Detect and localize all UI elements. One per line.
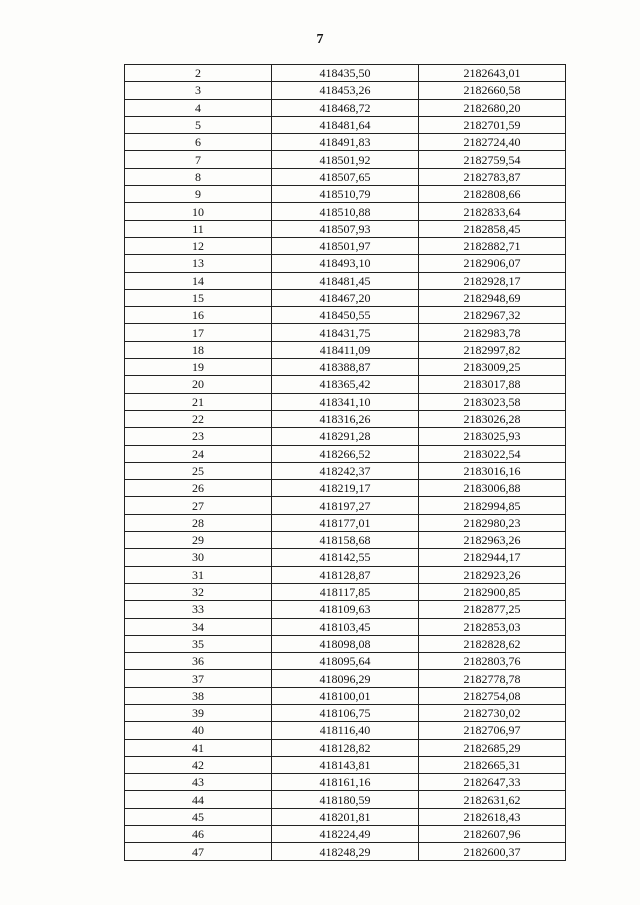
point-number-cell: 45 [125, 808, 272, 825]
point-number-cell: 22 [125, 410, 272, 427]
y-coordinate-cell: 2182808,66 [419, 186, 566, 203]
y-coordinate-cell: 2183009,25 [419, 359, 566, 376]
x-coordinate-cell: 418411,09 [272, 341, 419, 358]
x-coordinate-cell: 418316,26 [272, 410, 419, 427]
x-coordinate-cell: 418242,37 [272, 462, 419, 479]
point-number-cell: 36 [125, 653, 272, 670]
table-row [125, 410, 566, 427]
x-coordinate-cell: 418510,88 [272, 203, 419, 220]
y-coordinate-cell: 2182685,29 [419, 739, 566, 756]
table-row [125, 756, 566, 773]
point-number-cell: 24 [125, 445, 272, 462]
point-number-cell: 41 [125, 739, 272, 756]
x-coordinate-cell: 418095,64 [272, 653, 419, 670]
point-number-cell: 37 [125, 670, 272, 687]
x-coordinate-cell: 418180,59 [272, 791, 419, 808]
y-coordinate-cell: 2182607,96 [419, 826, 566, 843]
y-coordinate-cell: 2183022,54 [419, 445, 566, 462]
x-coordinate-cell: 418450,55 [272, 307, 419, 324]
y-coordinate-cell: 2183023,58 [419, 393, 566, 410]
x-coordinate-cell: 418435,50 [272, 65, 419, 82]
x-coordinate-cell: 418106,75 [272, 704, 419, 721]
x-coordinate-cell: 418177,01 [272, 514, 419, 531]
table-row [125, 826, 566, 843]
x-coordinate-cell: 418142,55 [272, 549, 419, 566]
table-row [125, 739, 566, 756]
point-number-cell: 46 [125, 826, 272, 843]
point-number-cell: 15 [125, 289, 272, 306]
x-coordinate-cell: 418224,49 [272, 826, 419, 843]
point-number-cell: 40 [125, 722, 272, 739]
point-number-cell: 31 [125, 566, 272, 583]
coordinates-table-body [125, 65, 566, 861]
x-coordinate-cell: 418128,87 [272, 566, 419, 583]
y-coordinate-cell: 2182983,78 [419, 324, 566, 341]
table-row [125, 618, 566, 635]
y-coordinate-cell: 2182680,20 [419, 99, 566, 116]
point-number-cell: 7 [125, 151, 272, 168]
table-row [125, 566, 566, 583]
table-row [125, 653, 566, 670]
table-row [125, 808, 566, 825]
x-coordinate-cell: 418431,75 [272, 324, 419, 341]
table-row [125, 359, 566, 376]
table-row [125, 151, 566, 168]
y-coordinate-cell: 2183017,88 [419, 376, 566, 393]
point-number-cell: 32 [125, 583, 272, 600]
table-row [125, 237, 566, 254]
table-row [125, 341, 566, 358]
page-number: 7 [316, 32, 324, 47]
x-coordinate-cell: 418481,45 [272, 272, 419, 289]
point-number-cell: 34 [125, 618, 272, 635]
x-coordinate-cell: 418116,40 [272, 722, 419, 739]
y-coordinate-cell: 2182778,78 [419, 670, 566, 687]
x-coordinate-cell: 418453,26 [272, 82, 419, 99]
x-coordinate-cell: 418161,16 [272, 774, 419, 791]
y-coordinate-cell: 2182724,40 [419, 134, 566, 151]
point-number-cell: 3 [125, 82, 272, 99]
x-coordinate-cell: 418481,64 [272, 116, 419, 133]
x-coordinate-cell: 418468,72 [272, 99, 419, 116]
x-coordinate-cell: 418103,45 [272, 618, 419, 635]
y-coordinate-cell: 2182828,62 [419, 635, 566, 652]
y-coordinate-cell: 2183016,16 [419, 462, 566, 479]
x-coordinate-cell: 418197,27 [272, 497, 419, 514]
point-number-cell: 29 [125, 532, 272, 549]
point-number-cell: 5 [125, 116, 272, 133]
x-coordinate-cell: 418467,20 [272, 289, 419, 306]
point-number-cell: 25 [125, 462, 272, 479]
y-coordinate-cell: 2182948,69 [419, 289, 566, 306]
point-number-cell: 18 [125, 341, 272, 358]
y-coordinate-cell: 2182858,45 [419, 220, 566, 237]
y-coordinate-cell: 2182600,37 [419, 843, 566, 860]
y-coordinate-cell: 2182759,54 [419, 151, 566, 168]
point-number-cell: 19 [125, 359, 272, 376]
table-row [125, 65, 566, 82]
x-coordinate-cell: 418510,79 [272, 186, 419, 203]
table-row [125, 635, 566, 652]
y-coordinate-cell: 2182647,33 [419, 774, 566, 791]
table-row [125, 687, 566, 704]
table-row [125, 670, 566, 687]
y-coordinate-cell: 2182906,07 [419, 255, 566, 272]
x-coordinate-cell: 418117,85 [272, 583, 419, 600]
table-row [125, 289, 566, 306]
table-row [125, 532, 566, 549]
y-coordinate-cell: 2182660,58 [419, 82, 566, 99]
x-coordinate-cell: 418248,29 [272, 843, 419, 860]
y-coordinate-cell: 2182923,26 [419, 566, 566, 583]
y-coordinate-cell: 2182994,85 [419, 497, 566, 514]
table-row [125, 601, 566, 618]
y-coordinate-cell: 2182631,62 [419, 791, 566, 808]
point-number-cell: 30 [125, 549, 272, 566]
x-coordinate-cell: 418201,81 [272, 808, 419, 825]
point-number-cell: 13 [125, 255, 272, 272]
y-coordinate-cell: 2182754,08 [419, 687, 566, 704]
point-number-cell: 38 [125, 687, 272, 704]
point-number-cell: 28 [125, 514, 272, 531]
point-number-cell: 33 [125, 601, 272, 618]
point-number-cell: 21 [125, 393, 272, 410]
x-coordinate-cell: 418143,81 [272, 756, 419, 773]
point-number-cell: 35 [125, 635, 272, 652]
table-row [125, 428, 566, 445]
table-row [125, 514, 566, 531]
x-coordinate-cell: 418491,83 [272, 134, 419, 151]
table-row [125, 255, 566, 272]
y-coordinate-cell: 2182928,17 [419, 272, 566, 289]
table-row [125, 843, 566, 860]
table-row [125, 497, 566, 514]
x-coordinate-cell: 418219,17 [272, 480, 419, 497]
x-coordinate-cell: 418507,65 [272, 168, 419, 185]
y-coordinate-cell: 2182803,76 [419, 653, 566, 670]
x-coordinate-cell: 418100,01 [272, 687, 419, 704]
table-row [125, 445, 566, 462]
table-row [125, 272, 566, 289]
y-coordinate-cell: 2182967,32 [419, 307, 566, 324]
x-coordinate-cell: 418388,87 [272, 359, 419, 376]
table-row [125, 722, 566, 739]
point-number-cell: 47 [125, 843, 272, 860]
table-row [125, 583, 566, 600]
y-coordinate-cell: 2182643,01 [419, 65, 566, 82]
point-number-cell: 9 [125, 186, 272, 203]
x-coordinate-cell: 418501,92 [272, 151, 419, 168]
y-coordinate-cell: 2183026,28 [419, 410, 566, 427]
table-row [125, 549, 566, 566]
point-number-cell: 43 [125, 774, 272, 791]
table-row [125, 168, 566, 185]
table-row [125, 324, 566, 341]
table-row [125, 480, 566, 497]
table-row [125, 116, 566, 133]
x-coordinate-cell: 418507,93 [272, 220, 419, 237]
point-number-cell: 44 [125, 791, 272, 808]
point-number-cell: 17 [125, 324, 272, 341]
point-number-cell: 26 [125, 480, 272, 497]
table-row [125, 203, 566, 220]
y-coordinate-cell: 2182665,31 [419, 756, 566, 773]
x-coordinate-cell: 418341,10 [272, 393, 419, 410]
y-coordinate-cell: 2182706,97 [419, 722, 566, 739]
table-row [125, 774, 566, 791]
x-coordinate-cell: 418365,42 [272, 376, 419, 393]
y-coordinate-cell: 2183025,93 [419, 428, 566, 445]
y-coordinate-cell: 2182853,03 [419, 618, 566, 635]
table-row [125, 307, 566, 324]
point-number-cell: 39 [125, 704, 272, 721]
point-number-cell: 6 [125, 134, 272, 151]
table-row [125, 791, 566, 808]
x-coordinate-cell: 418493,10 [272, 255, 419, 272]
point-number-cell: 20 [125, 376, 272, 393]
x-coordinate-cell: 418501,97 [272, 237, 419, 254]
table-row [125, 704, 566, 721]
table-row [125, 462, 566, 479]
y-coordinate-cell: 2182783,87 [419, 168, 566, 185]
table-row [125, 393, 566, 410]
y-coordinate-cell: 2182730,02 [419, 704, 566, 721]
x-coordinate-cell: 418096,29 [272, 670, 419, 687]
y-coordinate-cell: 2182980,23 [419, 514, 566, 531]
x-coordinate-cell: 418128,82 [272, 739, 419, 756]
coordinates-table [124, 64, 566, 861]
x-coordinate-cell: 418291,28 [272, 428, 419, 445]
x-coordinate-cell: 418098,08 [272, 635, 419, 652]
table-row [125, 376, 566, 393]
y-coordinate-cell: 2182618,43 [419, 808, 566, 825]
y-coordinate-cell: 2182900,85 [419, 583, 566, 600]
y-coordinate-cell: 2182701,59 [419, 116, 566, 133]
point-number-cell: 8 [125, 168, 272, 185]
point-number-cell: 23 [125, 428, 272, 445]
y-coordinate-cell: 2182997,82 [419, 341, 566, 358]
point-number-cell: 4 [125, 99, 272, 116]
y-coordinate-cell: 2182963,26 [419, 532, 566, 549]
y-coordinate-cell: 2183006,88 [419, 480, 566, 497]
table-row [125, 186, 566, 203]
x-coordinate-cell: 418158,68 [272, 532, 419, 549]
point-number-cell: 10 [125, 203, 272, 220]
table-row [125, 99, 566, 116]
point-number-cell: 42 [125, 756, 272, 773]
point-number-cell: 27 [125, 497, 272, 514]
point-number-cell: 14 [125, 272, 272, 289]
x-coordinate-cell: 418109,63 [272, 601, 419, 618]
x-coordinate-cell: 418266,52 [272, 445, 419, 462]
point-number-cell: 2 [125, 65, 272, 82]
y-coordinate-cell: 2182882,71 [419, 237, 566, 254]
y-coordinate-cell: 2182944,17 [419, 549, 566, 566]
point-number-cell: 12 [125, 237, 272, 254]
table-row [125, 134, 566, 151]
y-coordinate-cell: 2182833,64 [419, 203, 566, 220]
y-coordinate-cell: 2182877,25 [419, 601, 566, 618]
point-number-cell: 16 [125, 307, 272, 324]
point-number-cell: 11 [125, 220, 272, 237]
table-row [125, 82, 566, 99]
table-row [125, 220, 566, 237]
